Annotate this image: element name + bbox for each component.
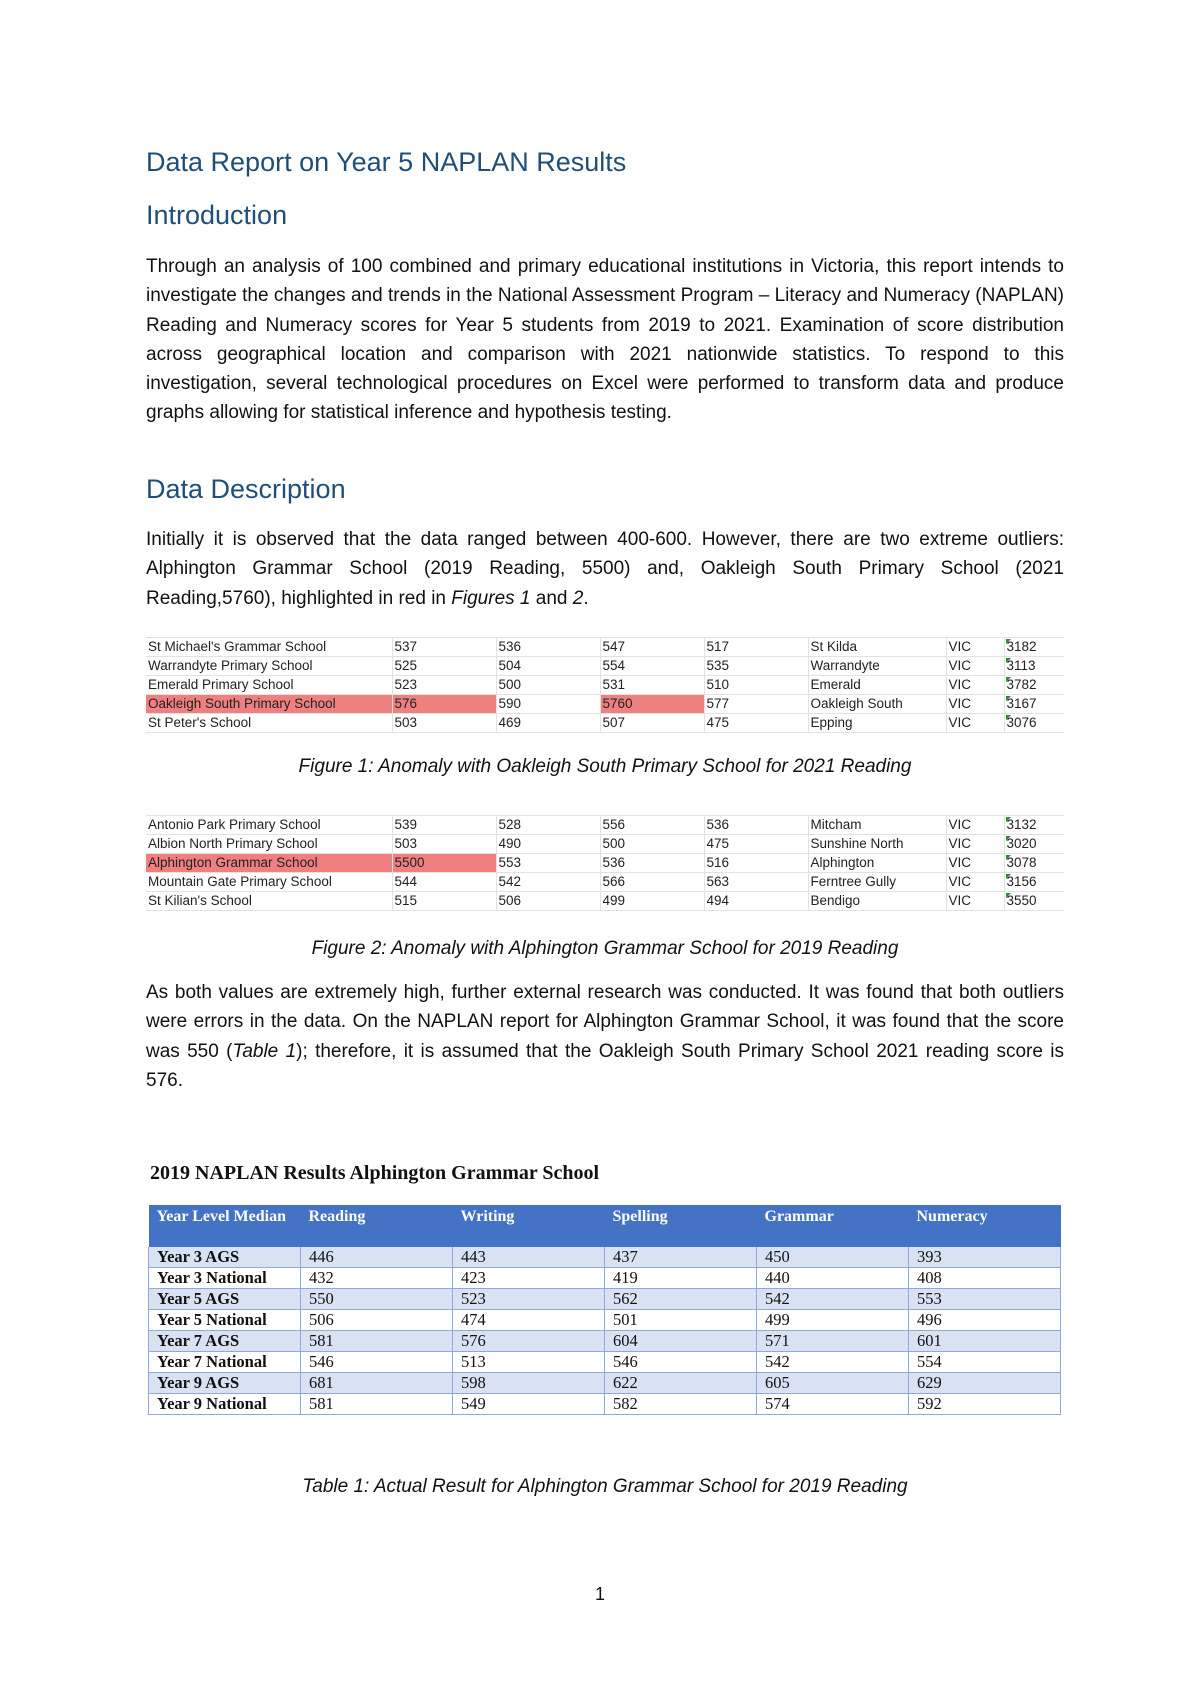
row-label-cell: Year 3 AGS <box>149 1247 301 1268</box>
state-cell: VIC <box>946 854 1004 873</box>
school-cell: Albion North Primary School <box>146 835 392 854</box>
suburb-cell: Alphington <box>808 854 946 873</box>
score-cell: 503 <box>392 835 496 854</box>
suburb-cell: St Kilda <box>808 638 946 657</box>
table-1-ref: Table 1 <box>232 1040 297 1062</box>
score-cell: 629 <box>909 1373 1061 1394</box>
score-cell: 525 <box>392 657 496 676</box>
para1-text: Initially it is observed that the data ranged between 400-600. However, there are two extreme outliers: Alphington Grammar School (2019 Reading, 5500) and, Oakleigh South Primary School (2021 Reading,5760), highlighted in red in <box>146 529 1064 609</box>
school-cell: St Kilian's School <box>146 892 392 911</box>
state-cell: VIC <box>946 714 1004 733</box>
score-cell: 542 <box>757 1352 909 1373</box>
spreadsheet-row <box>146 854 1064 873</box>
header-writing: Writing <box>453 1205 605 1247</box>
score-cell: 598 <box>453 1373 605 1394</box>
score-cell: 553 <box>496 854 600 873</box>
spreadsheet-row <box>146 695 1064 714</box>
score-cell: 500 <box>600 835 704 854</box>
score-cell: 510 <box>704 676 808 695</box>
score-cell: 5500 <box>392 854 496 873</box>
data-description-heading: Data Description <box>146 474 346 504</box>
postcode-cell: 3550 <box>1004 892 1064 911</box>
suburb-cell: Emerald <box>808 676 946 695</box>
score-cell: 547 <box>600 638 704 657</box>
suburb-cell: Epping <box>808 714 946 733</box>
postcode-cell: 3167 <box>1004 695 1064 714</box>
row-label-cell: Year 7 AGS <box>149 1331 301 1352</box>
score-cell: 576 <box>392 695 496 714</box>
score-cell: 469 <box>496 714 600 733</box>
score-cell: 523 <box>453 1289 605 1310</box>
figure-2-spreadsheet <box>146 815 1064 911</box>
score-cell: 542 <box>757 1289 909 1310</box>
table-row <box>149 1373 1061 1394</box>
figure-1-rows <box>146 638 1064 733</box>
score-cell: 450 <box>757 1247 909 1268</box>
score-cell: 490 <box>496 835 600 854</box>
para1-end: . <box>583 587 589 609</box>
state-cell: VIC <box>946 676 1004 695</box>
score-cell: 590 <box>496 695 600 714</box>
table-header-row <box>149 1205 1061 1247</box>
table-row <box>149 1352 1061 1373</box>
suburb-cell: Oakleigh South <box>808 695 946 714</box>
score-cell: 446 <box>301 1247 453 1268</box>
school-cell: St Peter's School <box>146 714 392 733</box>
score-cell: 393 <box>909 1247 1061 1268</box>
score-cell: 592 <box>909 1394 1061 1415</box>
score-cell: 604 <box>605 1331 757 1352</box>
score-cell: 574 <box>757 1394 909 1415</box>
score-cell: 500 <box>496 676 600 695</box>
state-cell: VIC <box>946 835 1004 854</box>
score-cell: 494 <box>704 892 808 911</box>
score-cell: 581 <box>301 1394 453 1415</box>
score-cell: 506 <box>496 892 600 911</box>
para2-text: As both values are extremely high, further external research was conducted. It was found that both outliers were errors in the data. On the NAPLAN report for Alphington Grammar School, it was found that the score was 550 ( <box>146 982 1064 1062</box>
score-cell: 571 <box>757 1331 909 1352</box>
state-cell: VIC <box>946 657 1004 676</box>
postcode-cell: 3113 <box>1004 657 1064 676</box>
score-cell: 440 <box>757 1268 909 1289</box>
postcode-cell: 3020 <box>1004 835 1064 854</box>
score-cell: 577 <box>704 695 808 714</box>
spreadsheet-row <box>146 816 1064 835</box>
row-label-cell: Year 9 National <box>149 1394 301 1415</box>
score-cell: 681 <box>301 1373 453 1394</box>
state-cell: VIC <box>946 873 1004 892</box>
score-cell: 542 <box>496 873 600 892</box>
score-cell: 563 <box>704 873 808 892</box>
score-cell: 504 <box>496 657 600 676</box>
spreadsheet-row <box>146 638 1064 657</box>
header-spelling: Spelling <box>605 1205 757 1247</box>
spreadsheet-row <box>146 676 1064 695</box>
suburb-cell: Warrandyte <box>808 657 946 676</box>
score-cell: 546 <box>605 1352 757 1373</box>
score-cell: 516 <box>704 854 808 873</box>
score-cell: 550 <box>301 1289 453 1310</box>
score-cell: 582 <box>605 1394 757 1415</box>
score-cell: 556 <box>600 816 704 835</box>
school-cell: Mountain Gate Primary School <box>146 873 392 892</box>
school-cell: Emerald Primary School <box>146 676 392 695</box>
suburb-cell: Mitcham <box>808 816 946 835</box>
row-label-cell: Year 7 National <box>149 1352 301 1373</box>
score-cell: 581 <box>301 1331 453 1352</box>
row-label-cell: Year 5 National <box>149 1310 301 1331</box>
state-cell: VIC <box>946 695 1004 714</box>
figures-1-ref: Figures 1 <box>451 587 531 609</box>
score-cell: 474 <box>453 1310 605 1331</box>
state-cell: VIC <box>946 816 1004 835</box>
score-cell: 513 <box>453 1352 605 1373</box>
table-row <box>149 1310 1061 1331</box>
suburb-cell: Ferntree Gully <box>808 873 946 892</box>
table-row <box>149 1289 1061 1310</box>
school-cell: Warrandyte Primary School <box>146 657 392 676</box>
spreadsheet-row <box>146 892 1064 911</box>
score-cell: 501 <box>605 1310 757 1331</box>
header-year-level-median: Year Level Median <box>149 1205 301 1247</box>
score-cell: 554 <box>909 1352 1061 1373</box>
spreadsheet-row <box>146 835 1064 854</box>
school-cell: Antonio Park Primary School <box>146 816 392 835</box>
header-numeracy: Numeracy <box>909 1205 1061 1247</box>
score-cell: 562 <box>605 1289 757 1310</box>
table-row <box>149 1331 1061 1352</box>
table-1-caption: Table 1: Actual Result for Alphington Grammar School for 2019 Reading <box>302 1476 908 1497</box>
para1-and: and <box>530 587 573 609</box>
school-cell: Alphington Grammar School <box>146 854 392 873</box>
spreadsheet-row <box>146 714 1064 733</box>
table-row <box>149 1394 1061 1415</box>
header-reading: Reading <box>301 1205 453 1247</box>
score-cell: 553 <box>909 1289 1061 1310</box>
score-cell: 605 <box>757 1373 909 1394</box>
figure-2-caption: Figure 2: Anomaly with Alphington Grammar School for 2019 Reading <box>311 938 899 959</box>
table-row <box>149 1268 1061 1289</box>
score-cell: 535 <box>704 657 808 676</box>
score-cell: 546 <box>301 1352 453 1373</box>
score-cell: 566 <box>600 873 704 892</box>
score-cell: 576 <box>453 1331 605 1352</box>
score-cell: 437 <box>605 1247 757 1268</box>
para2-text-end: ); therefore, it is assumed that the Oakleigh South Primary School 2021 reading score is 576. <box>146 1040 1064 1091</box>
score-cell: 423 <box>453 1268 605 1289</box>
score-cell: 537 <box>392 638 496 657</box>
score-cell: 517 <box>704 638 808 657</box>
score-cell: 528 <box>496 816 600 835</box>
score-cell: 622 <box>605 1373 757 1394</box>
score-cell: 499 <box>757 1310 909 1331</box>
postcode-cell: 3156 <box>1004 873 1064 892</box>
figure-2-ref: 2 <box>572 587 584 609</box>
score-cell: 475 <box>704 835 808 854</box>
row-label-cell: Year 9 AGS <box>149 1373 301 1394</box>
score-cell: 503 <box>392 714 496 733</box>
naplan-table-body <box>149 1247 1061 1415</box>
score-cell: 544 <box>392 873 496 892</box>
score-cell: 475 <box>704 714 808 733</box>
suburb-cell: Sunshine North <box>808 835 946 854</box>
page-number: 1 <box>594 1584 605 1604</box>
score-cell: 515 <box>392 892 496 911</box>
header-grammar: Grammar <box>757 1205 909 1247</box>
introduction-paragraph: Through an analysis of 100 combined and primary educational institutions in Victoria, this report intends to investigate the changes and trends in the National Assessment Program – Literacy and Numeracy (NAPLAN) Reading and Numeracy scores for Year 5 students from 2019 to 2021. Examination of score distribution across geographical location and comparison with 2021 nationwide statistics. To respond to this investigation, several technological procedures on Excel were performed to transform data and produce graphs allowing for statistical inference and hypothesis testing. <box>146 256 1064 424</box>
score-cell: 419 <box>605 1268 757 1289</box>
suburb-cell: Bendigo <box>808 892 946 911</box>
postcode-cell: 3132 <box>1004 816 1064 835</box>
figure-2-rows <box>146 816 1064 911</box>
score-cell: 554 <box>600 657 704 676</box>
school-cell: St Michael's Grammar School <box>146 638 392 657</box>
introduction-heading: Introduction <box>146 200 288 230</box>
row-label-cell: Year 3 National <box>149 1268 301 1289</box>
postcode-cell: 3782 <box>1004 676 1064 695</box>
score-cell: 536 <box>704 816 808 835</box>
score-cell: 549 <box>453 1394 605 1415</box>
score-cell: 531 <box>600 676 704 695</box>
spreadsheet-row <box>146 657 1064 676</box>
spreadsheet-row <box>146 873 1064 892</box>
score-cell: 536 <box>600 854 704 873</box>
score-cell: 536 <box>496 638 600 657</box>
figure-1-caption: Figure 1: Anomaly with Oakleigh South Primary School for 2021 Reading <box>298 756 912 777</box>
state-cell: VIC <box>946 638 1004 657</box>
table-row <box>149 1247 1061 1268</box>
score-cell: 601 <box>909 1331 1061 1352</box>
score-cell: 408 <box>909 1268 1061 1289</box>
score-cell: 432 <box>301 1268 453 1289</box>
score-cell: 5760 <box>600 695 704 714</box>
postcode-cell: 3182 <box>1004 638 1064 657</box>
page-title: Data Report on Year 5 NAPLAN Results <box>146 147 627 177</box>
naplan-results-table <box>148 1205 1061 1415</box>
postcode-cell: 3078 <box>1004 854 1064 873</box>
score-cell: 496 <box>909 1310 1061 1331</box>
table-1-title: 2019 NAPLAN Results Alphington Grammar School <box>150 1162 600 1184</box>
school-cell: Oakleigh South Primary School <box>146 695 392 714</box>
score-cell: 499 <box>600 892 704 911</box>
score-cell: 506 <box>301 1310 453 1331</box>
score-cell: 539 <box>392 816 496 835</box>
score-cell: 443 <box>453 1247 605 1268</box>
data-description-paragraph-1 <box>146 525 1064 613</box>
data-description-paragraph-2 <box>146 978 1064 1095</box>
postcode-cell: 3076 <box>1004 714 1064 733</box>
figure-1-spreadsheet <box>146 637 1064 733</box>
score-cell: 523 <box>392 676 496 695</box>
state-cell: VIC <box>946 892 1004 911</box>
score-cell: 507 <box>600 714 704 733</box>
row-label-cell: Year 5 AGS <box>149 1289 301 1310</box>
